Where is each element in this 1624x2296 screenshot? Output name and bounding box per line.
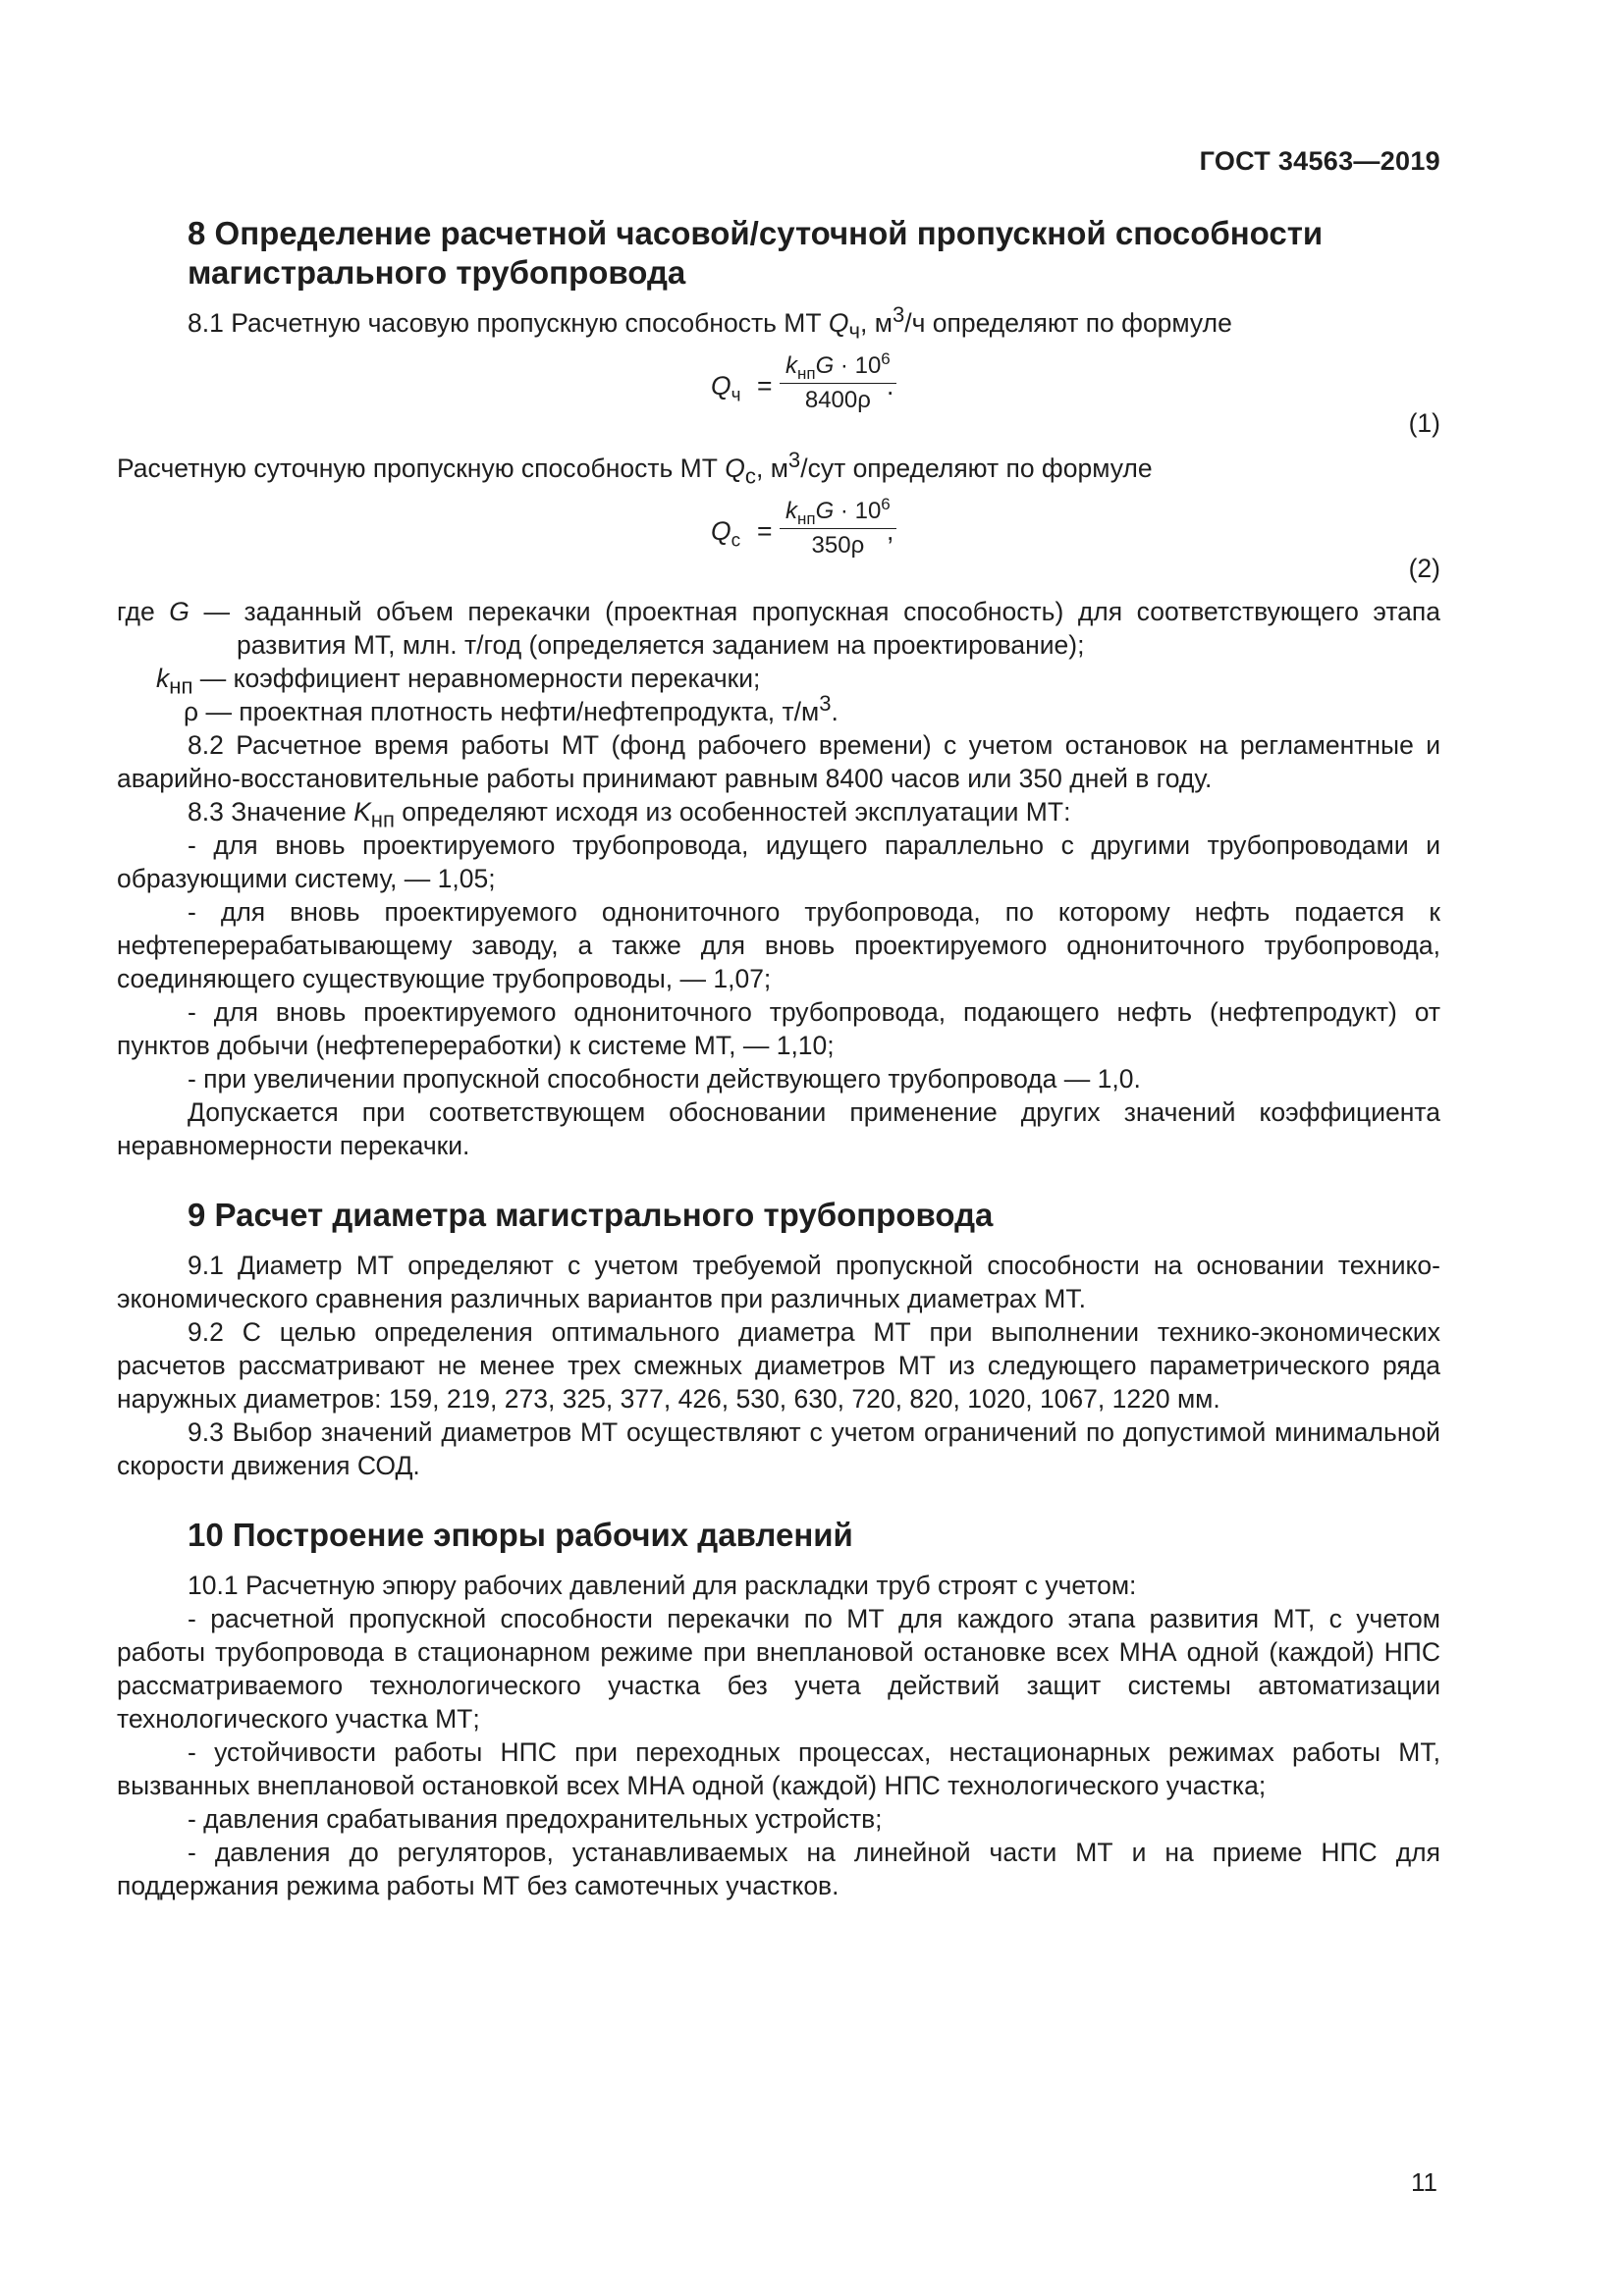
definition-k-text: — коэффициент неравномерности перекачки; (192, 664, 761, 693)
definition-g-symbol: G (169, 597, 189, 626)
paragraph-daily-text: Расчетную суточную пропускную способность МТ (117, 454, 726, 483)
paragraph-9-2: 9.2 С целью определения оптимального диаметра МТ при выполнении технико-экономических расчетов рассматривают не менее трех смежных диаметров МТ из следующего параметрического ряда наружных диаметров: 159, 219, 273, 325, 377, 426, 530, 630, 720, 820, 1020, 1067, 1220 мм. (117, 1317, 1440, 1414)
definitions (117, 595, 1440, 728)
definition-rho-end: . (831, 697, 839, 726)
formula-1 (117, 340, 1440, 450)
list-item-10-1-2: - устойчивости работы НПС при переходных процессах, нестационарных режимах работы МТ, вызванных внеплановой остановкой всех МНА одной (каждой) НПС технологического участка; (117, 1737, 1440, 1800)
unit-sup: 3 (892, 302, 905, 328)
formula-2-k-sub: нп (797, 508, 816, 528)
formula-1-numerator (780, 351, 896, 384)
formula-2-exp: 6 (881, 495, 891, 513)
document-header: ГОСТ 34563—2019 (1199, 146, 1440, 176)
formula-2-equals: = (757, 516, 773, 546)
list-item-10-1-4: - давления до регуляторов, устанавливаемых на линейной части МТ и на приеме НПС для поддержания режима работы МТ без самотечных участков. (117, 1838, 1440, 1900)
formula-1-number: (1) (1408, 408, 1440, 438)
list-item-8-3-2: - для вновь проектируемого однониточного трубопровода, по которому нефть подается к нефтеперерабатывающему заводу, а также для вновь проектируемого однониточного трубопровода, соединяющего существующие трубопроводы, — 1,07; (117, 897, 1440, 993)
definition-k-sub: нп (169, 673, 193, 699)
formula-1-equals: = (757, 371, 773, 400)
definition-g (117, 595, 1440, 662)
formula-1-q: Q (711, 371, 731, 400)
page-number: 11 (1411, 2167, 1437, 2197)
formula-2-q-sub: с (731, 530, 741, 552)
paragraph-8-2: 8.2 Расчетное время работы МТ (фонд рабочего времени) с учетом остановок на регламентные и аварийно-восстановительные работы принимают равным 8400 часов или 350 дней в году. (117, 730, 1440, 793)
paragraph-8-3-end: определяют исходя из особенностей эксплуатации МТ: (394, 797, 1071, 827)
list-item-8-3-4: - при увеличении пропускной способности действующего трубопровода — 1,0. (188, 1064, 1141, 1094)
symbol-k: K (353, 797, 371, 827)
paragraph-8-1-end: /ч определяют по формуле (904, 308, 1232, 338)
symbol-q: Q (828, 308, 849, 338)
paragraph-8-1-text: 8.1 Расчетную часовую пропускную способность МТ (188, 308, 829, 338)
list-item-8-3-3: - для вновь проектируемого однониточного трубопровода, подающего нефть (нефтепродукт) от пунктов добычи (нефтепереработки) к системе МТ, — 1,10; (117, 997, 1440, 1060)
formula-2-power: · 10 (834, 498, 882, 524)
document-body (117, 214, 1440, 1902)
paragraph-allowance: Допускается при соответствующем обосновании применение других значений коэффициента неравномерности перекачки. (117, 1097, 1440, 1160)
paragraph-10-1: 10.1 Расчетную эпюру рабочих давлений для раскладки труб строят с учетом: (188, 1571, 1137, 1600)
formula-1-fraction (780, 351, 896, 415)
formula-2-number: (2) (1408, 554, 1440, 583)
definition-k-symbol: k (156, 664, 170, 693)
section-8-title: 8 Определение расчетной часовой/суточной пропускной способности магистрального трубопровода (188, 215, 1324, 291)
paragraph-8-1-unit: , м (860, 308, 893, 338)
unit-sup-2: 3 (787, 448, 801, 473)
definition-rho-sup: 3 (819, 691, 832, 717)
list-item-10-1-3: - давления срабатывания предохранительных устройств; (188, 1804, 883, 1834)
symbol-q-sub: ч (848, 318, 861, 344)
formula-1-k: k (785, 352, 797, 379)
formula-1-g: G (815, 352, 835, 379)
formula-2-denominator: 350ρ (811, 532, 865, 559)
formula-2 (117, 485, 1440, 595)
definition-where: где (117, 597, 170, 626)
definition-rho (117, 691, 1440, 728)
formula-1-q-sub: ч (731, 385, 741, 406)
paragraph-8-3-text: 8.3 Значение (188, 797, 354, 827)
formula-2-lhs (711, 514, 741, 552)
formula-1-denominator: 8400ρ (804, 387, 871, 413)
formula-1-lhs (711, 369, 741, 406)
list-item-10-1-1: - расчетной пропускной способности перекачки по МТ для каждого этапа развития МТ, с учетом работы трубопровода в стационарном режиме при внеплановой остановке всех МНА одной (каждой) НПС рассматриваемого технологического участка без учета действий защит системы автоматизации технологического участка МТ; (117, 1604, 1440, 1734)
paragraph-8-1 (117, 302, 1440, 344)
formula-2-numerator (780, 497, 896, 529)
list-item-8-3-1: - для вновь проектируемого трубопровода, идущего параллельно с другими трубопроводами и образующими систему, — 1,05; (117, 830, 1440, 893)
formula-2-tail: , (887, 516, 894, 546)
symbol-qc-sub: с (744, 463, 756, 489)
definition-g-text: — заданный объем перекачки (проектная пропускная способность) для соответствующего этапа развития МТ, млн. т/год (определяется заданием на проектирование); (189, 597, 1440, 660)
symbol-qc: Q (725, 454, 745, 483)
formula-2-k: k (785, 498, 797, 524)
formula-1-power: · 10 (834, 352, 882, 379)
formula-1-tail: . (887, 371, 894, 400)
formula-2-q: Q (711, 516, 731, 546)
formula-1-k-sub: нп (797, 363, 816, 383)
symbol-k-sub: нп (370, 807, 395, 832)
formula-2-fraction (780, 497, 896, 561)
paragraph-daily-end: /сут определяют по формуле (800, 454, 1153, 483)
formula-1-exp: 6 (881, 349, 891, 368)
paragraph-9-3: 9.3 Выбор значений диаметров МТ осуществляют с учетом ограничений по допустимой минимальной скорости движения СОД. (117, 1417, 1440, 1480)
paragraph-8-3 (117, 795, 1440, 832)
section-10-title: 10 Построение эпюры рабочих давлений (188, 1517, 853, 1553)
paragraph-9-1: 9.1 Диаметр МТ определяют с учетом требуемой пропускной способности на основании технико-экономического сравнения различных вариантов при различных диаметрах МТ. (117, 1251, 1440, 1313)
definition-rho-symbol: ρ (184, 697, 199, 726)
section-9-title: 9 Расчет диаметра магистрального трубопровода (188, 1197, 994, 1233)
formula-2-g: G (815, 498, 835, 524)
paragraph-daily-unit: , м (755, 454, 788, 483)
definition-k (117, 662, 1440, 699)
definition-rho-text: — проектная плотность нефти/нефтепродукта, т/м (198, 697, 820, 726)
paragraph-daily (117, 448, 1440, 489)
